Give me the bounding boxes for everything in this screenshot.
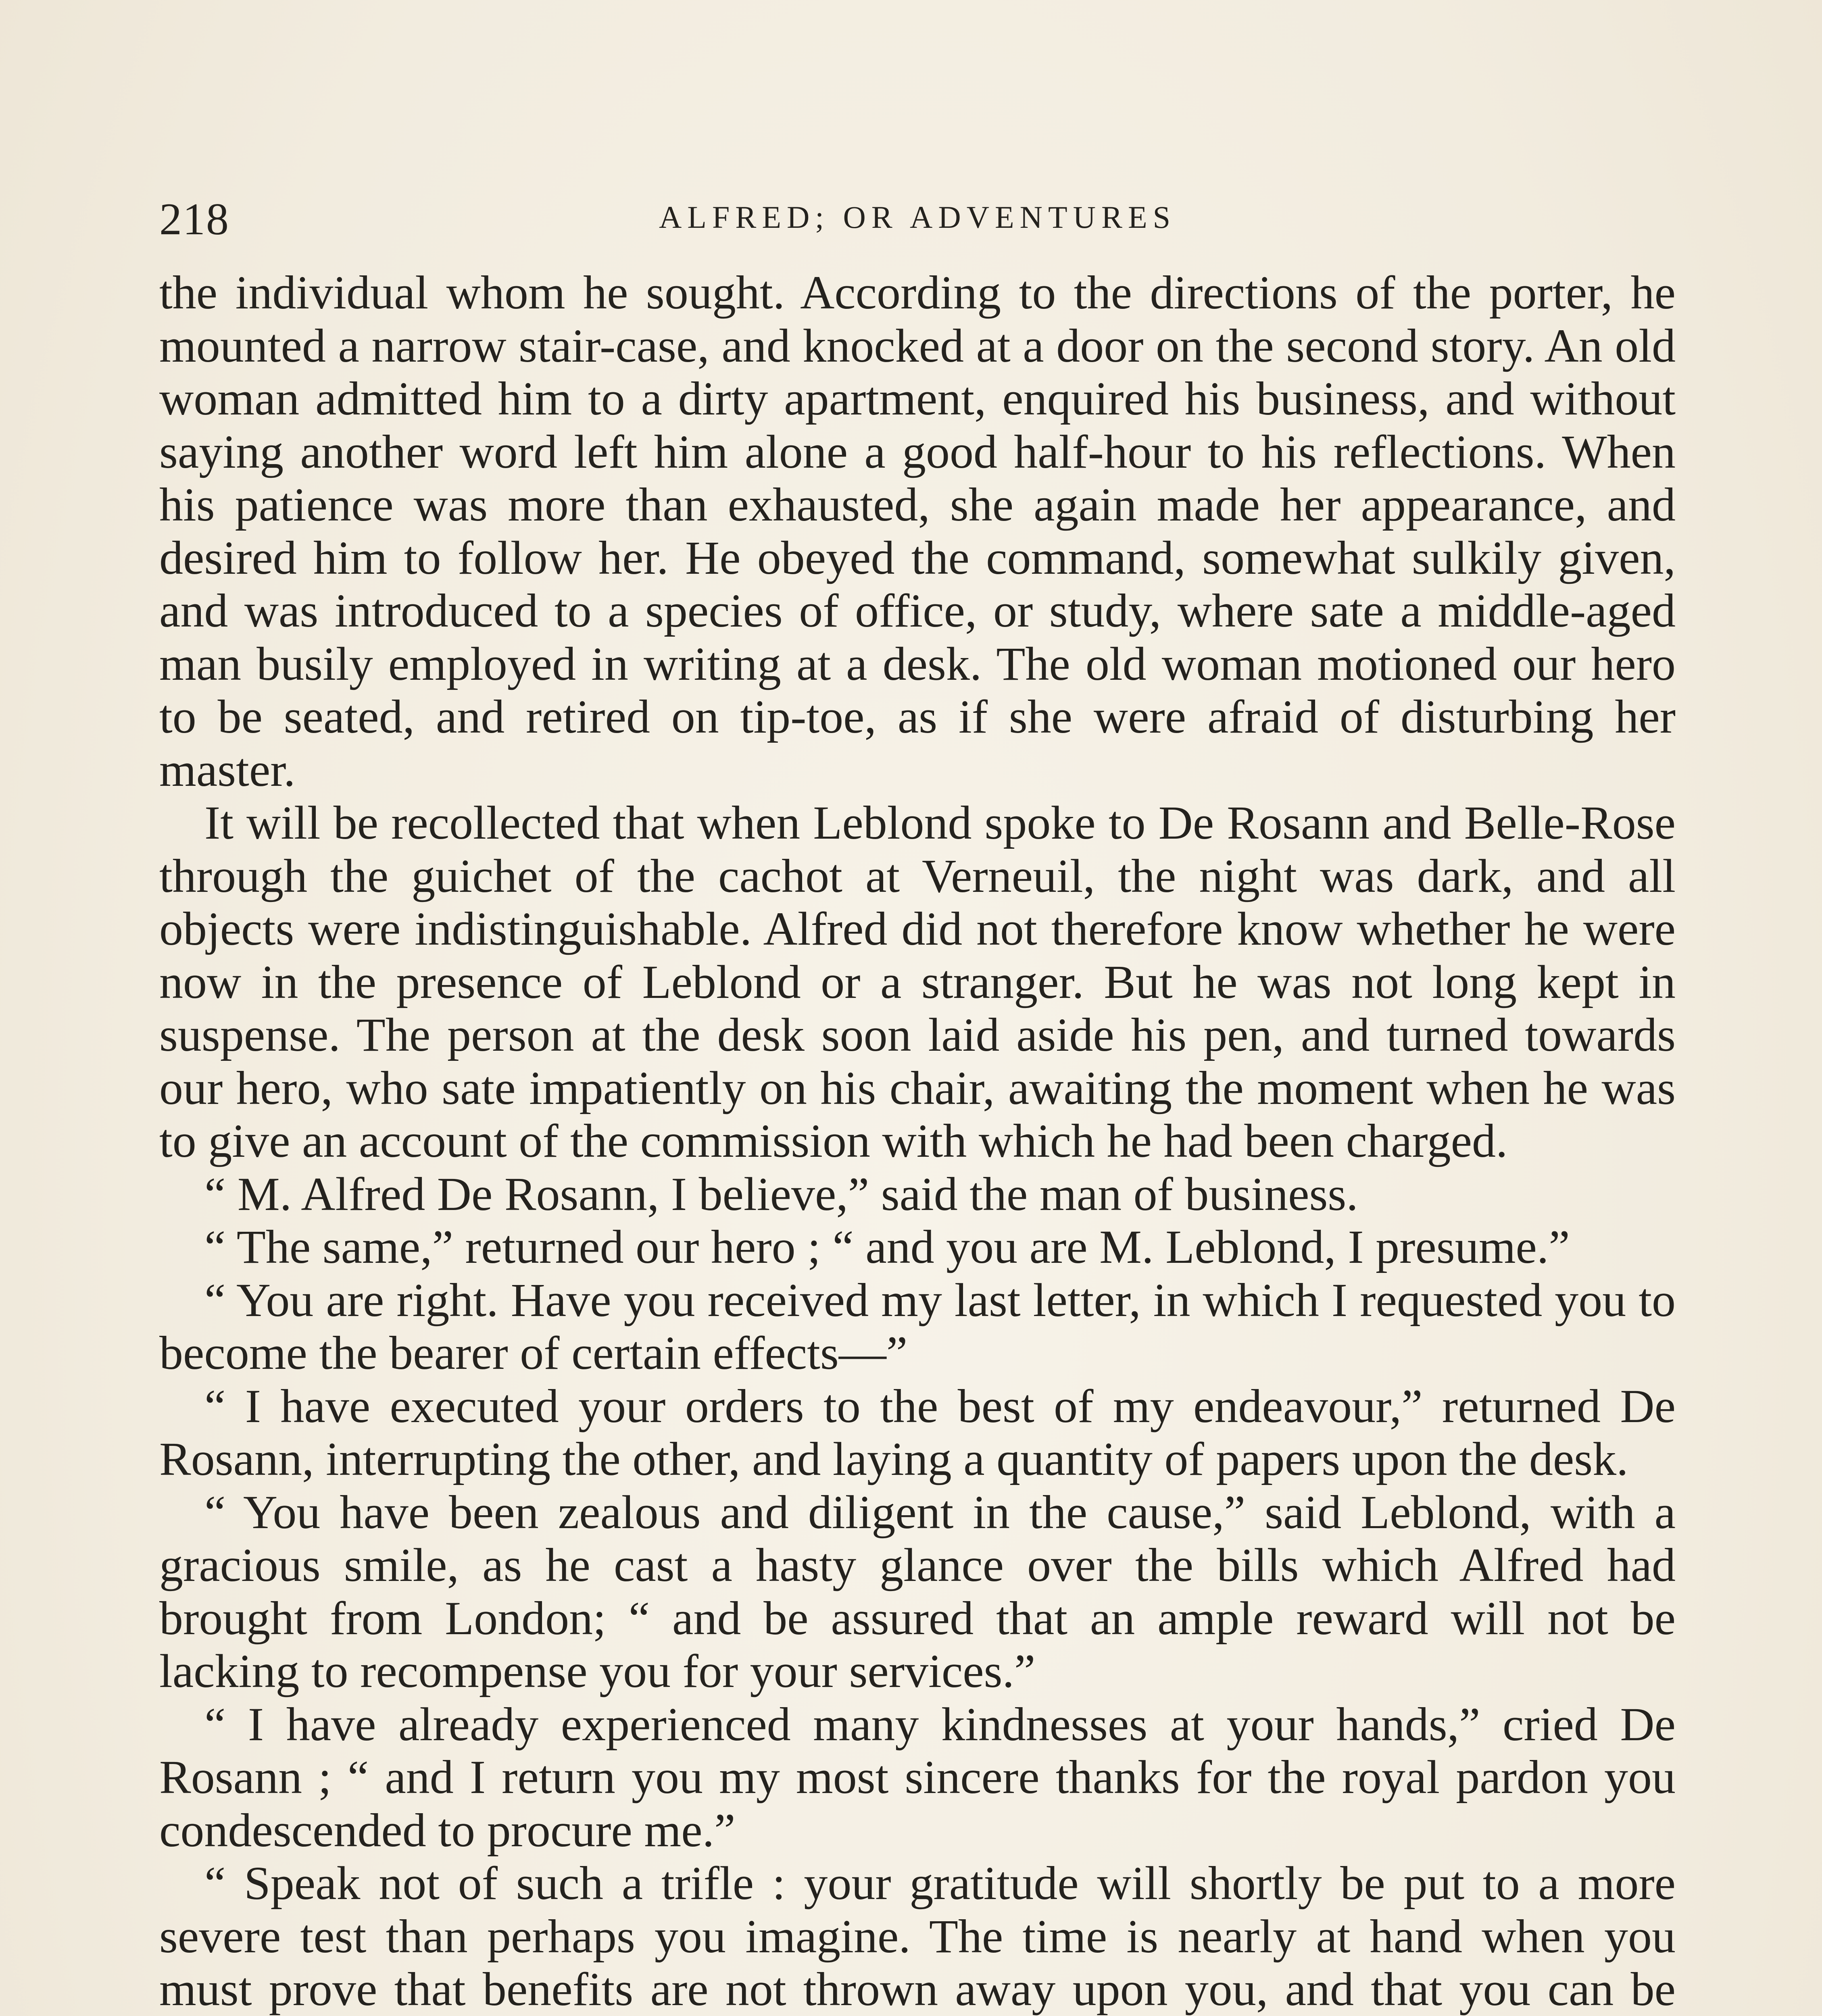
paragraph: “ The same,” returned our hero ; “ and you are M. Leblond, I presume.” xyxy=(204,1220,1570,1273)
paragraph: the individual whom he sought. According to the directions of the porter, he mounted a narrow stair-case, and knocked at a door on the second story. An old woman admitted him to a dirty apartment, enquired his business, and without saying another word left him alone a good half-hour to his reflections. When his patience was more than exhausted, she again made her appearance, and desired him to follow her. He obeyed the command, somewhat sulkily given, and was introduced to a species of office, or study, where sate a middle-aged man busily employed in writing at a desk. The old woman motioned our hero to be seated, and retired on tip-toe, as if she were afraid of disturbing her master. xyxy=(159,266,1676,796)
paragraph: “ I have already experienced many kindnesses at your hands,” cried De Rosann ; “ and I return you my most sincere thanks for the royal pardon you condescended to procure me.” xyxy=(159,1697,1676,1857)
paragraph: “ M. Alfred De Rosann, I believe,” said the man of business. xyxy=(204,1167,1358,1220)
paragraph: “ You are right. Have you received my last letter, in which I requested you to become the bearer of certain effects—” xyxy=(159,1273,1676,1379)
paragraph: It will be recollected that when Leblond spoke to De Rosann and Belle-Rose through the guichet of the cachot at Verneuil, the night was dark, and all objects were indistinguishable. Alfred did not therefore know whether he were now in the presence of Leblond or a stranger. But he was not long kept in suspense. The person at the desk soon laid aside his pen, and turned towards our hero, who sate impatiently on his chair, awaiting the moment when he was to give an account of the commission with which he had been charged. xyxy=(159,796,1676,1167)
running-head: ALFRED; OR ADVENTURES xyxy=(659,200,1176,235)
paragraph: “ I have executed your orders to the best of my endeavour,” returned De Rosann, interrupting the other, and laying a quantity of papers upon the desk. xyxy=(159,1379,1676,1485)
paragraph: “ Speak not of such a trifle : your gratitude will shortly be put to a more severe test than perhaps you imagine. The time is nearly at hand when you must prove that benefits are not thrown away upon you, and that you can be xyxy=(159,1857,1676,2016)
body-text xyxy=(159,266,1676,2016)
paragraph: “ You have been zealous and diligent in the cause,” said Leblond, with a gracious smile, as he cast a hasty glance over the bills which Alfred had brought from London; “ and be assured that an ample reward will not be lacking to recompense you for your services.” xyxy=(159,1485,1676,1697)
page-header xyxy=(159,194,1676,250)
page-number: 218 xyxy=(159,194,229,244)
